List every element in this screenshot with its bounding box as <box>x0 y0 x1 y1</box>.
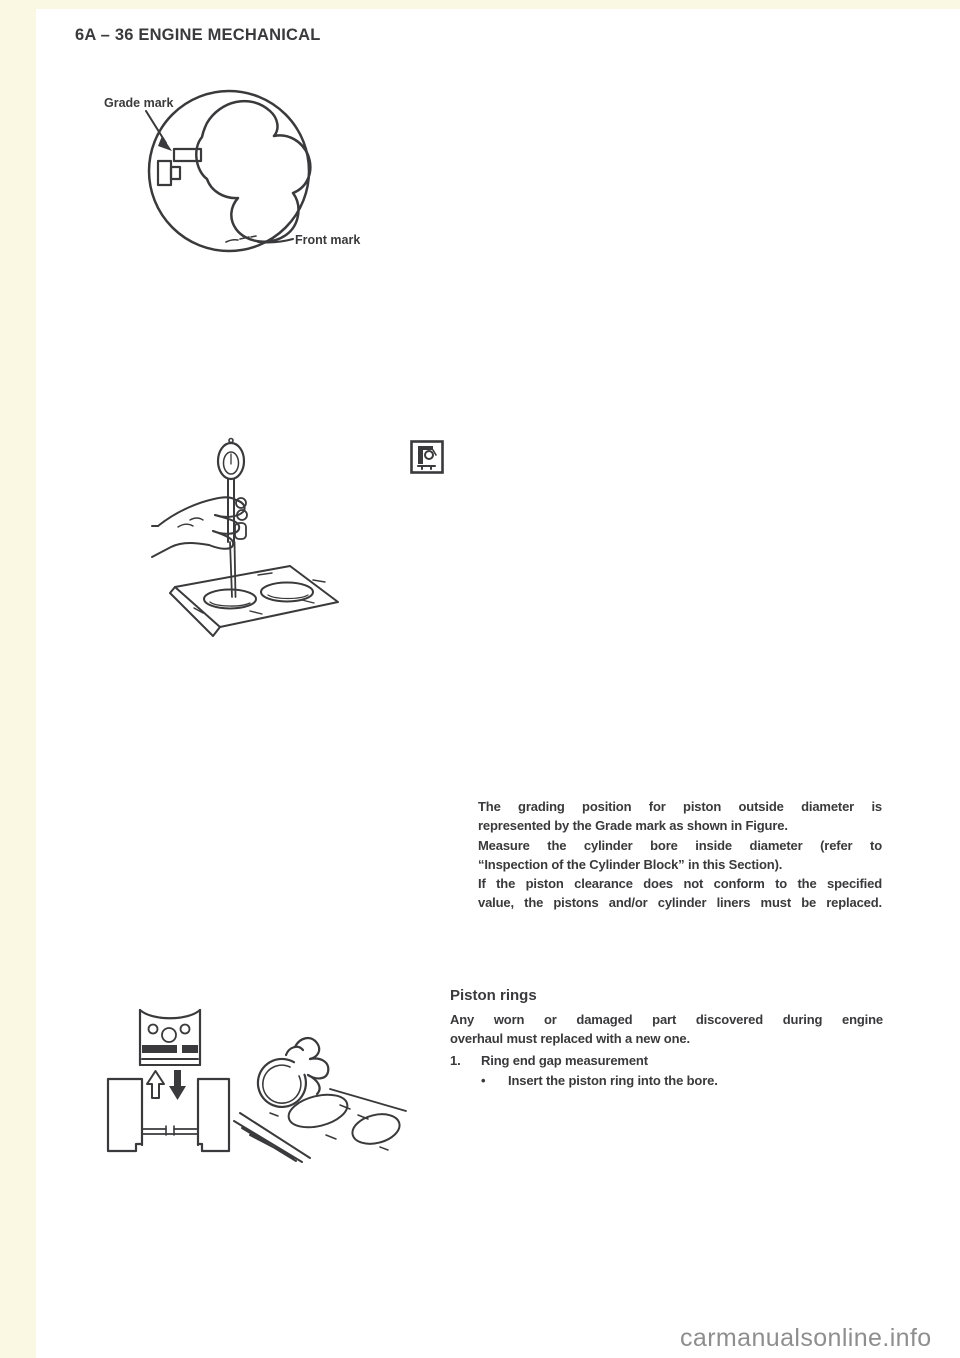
piston-diameter-paragraph <box>478 797 882 913</box>
text-line: Measure the cylinder bore inside diameter (refer to <box>478 837 882 853</box>
bullet-glyph: • <box>481 1073 486 1088</box>
bullet-list-item <box>481 1073 883 1088</box>
front-mark-label: Front mark <box>295 233 361 247</box>
piston-pushing-ring-section <box>108 1010 229 1151</box>
cylinder-block-sketch <box>170 566 338 636</box>
piston-rings-paragraph <box>450 1010 883 1049</box>
bullet-text: Insert the piston ring into the bore. <box>508 1073 718 1088</box>
numbered-list-item <box>450 1053 883 1068</box>
piston-crown-circle <box>149 91 309 251</box>
text-line: Any worn or damaged part discovered during engine <box>450 1012 883 1027</box>
site-watermark: carmanualsonline.info <box>680 1324 932 1352</box>
grade-mark-label: Grade mark <box>104 96 174 110</box>
text-line: value, the pistons and/or cylinder liners must be replaced. <box>478 895 882 911</box>
text-line: overhaul must replaced with a new one. <box>450 1031 690 1047</box>
text-line: The grading position for piston outside diameter is <box>478 799 882 814</box>
piston-rings-heading: Piston rings <box>450 987 537 1004</box>
text-line: If the piston clearance does not conform to the specified <box>478 876 882 892</box>
bore-gauge-measurement-figure <box>150 430 450 640</box>
piston-ring-insert-figure <box>90 995 410 1165</box>
text-line: “Inspection of the Cylinder Block” in this Section). <box>478 856 783 872</box>
text-line: represented by the Grade mark as shown in Figure. <box>478 818 788 834</box>
hand-inserting-ring-sketch <box>234 1038 406 1162</box>
dial-indicator <box>218 439 244 480</box>
page-header: 6A – 36 ENGINE MECHANICAL <box>75 26 321 44</box>
list-number: 1. <box>450 1053 461 1068</box>
grade-mark-arrowhead <box>158 136 172 151</box>
special-tool-icon <box>410 440 444 474</box>
grade-mark-stamp <box>158 149 201 185</box>
piston-top-view-figure <box>80 85 400 275</box>
hand-outline <box>152 497 245 557</box>
list-title: Ring end gap measurement <box>481 1053 648 1068</box>
